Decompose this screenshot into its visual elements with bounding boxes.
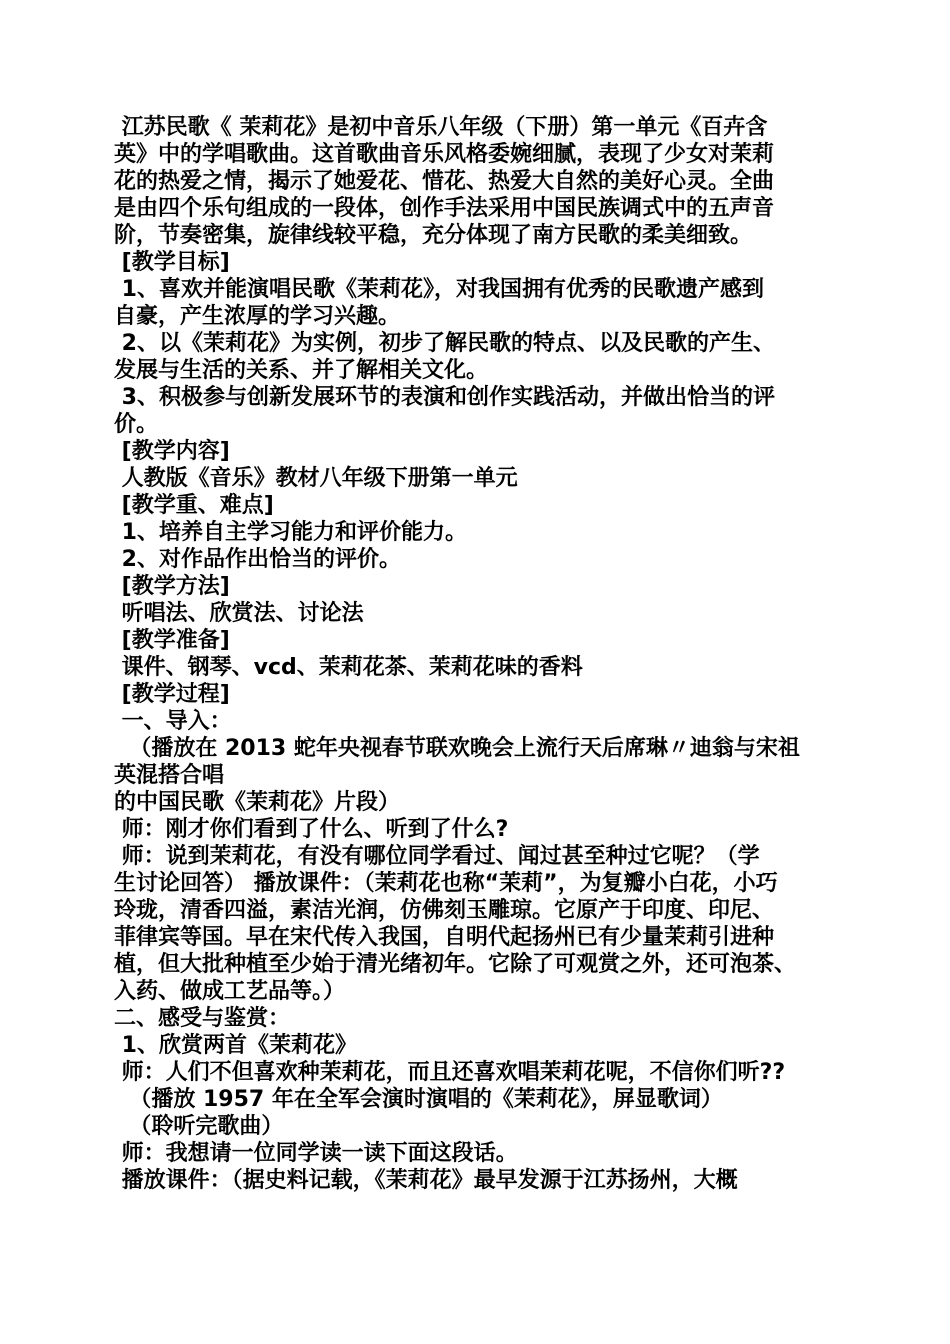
text-line: 师：人们不但喜欢种茉莉花，而且还喜欢唱茉莉花呢，不信你们听?? <box>114 1060 786 1085</box>
section-heading: [教学过程] <box>114 682 230 707</box>
text-line: （播放在 2013 蛇年央视春节联欢晚会上流行天后席琳〃迪翁与宋祖 <box>114 736 800 761</box>
text-line: 江苏民歌《 茉莉花》是初中音乐八年级（下册）第一单元《百卉含 <box>114 115 768 140</box>
text-line: 玲珑，清香四溢，素洁光润，仿佛刻玉雕琼。它原产于印度、印尼、 <box>114 898 775 923</box>
text-line: 阶，节奏密集，旋律线较平稳，充分体现了南方民歌的柔美细致。 <box>114 223 753 248</box>
text-line: 是由四个乐句组成的一段体，创作手法采用中国民族调式中的五声音 <box>114 196 775 221</box>
text-line: 3、积极参与创新发展环节的表演和创作实践活动，并做出恰当的评 <box>114 385 775 410</box>
text-line: 播放课件：（据史料记载，《茉莉花》最早发源于江苏扬州，大概 <box>114 1168 738 1193</box>
text-line: 菲律宾等国。早在宋代传入我国，自明代起扬州已有少量茉莉引进种 <box>114 925 775 950</box>
text-line: 师：说到茉莉花，有没有哪位同学看过、闻过甚至种过它呢？（学 <box>114 844 760 869</box>
section-heading: 二、感受与鉴赏： <box>114 1006 291 1031</box>
section-heading: [教学准备] <box>114 628 230 653</box>
text-line: 2、对作品作出恰当的评价。 <box>114 547 401 572</box>
text-line: 1、喜欢并能演唱民歌《茉莉花》，对我国拥有优秀的民歌遗产感到 <box>114 277 764 302</box>
section-heading: [教学内容] <box>114 439 230 464</box>
text-line: 1、培养自主学习能力和评价能力。 <box>114 520 467 545</box>
text-line: （聆听完歌曲） <box>114 1114 284 1139</box>
text-line: 发展与生活的关系、并了解相关文化。 <box>114 358 489 383</box>
text-line: 师：刚才你们看到了什么、听到了什么? <box>114 817 509 842</box>
document-page <box>114 114 854 1194</box>
text-line: （播放 1957 年在全军会演时演唱的《茉莉花》，屏显歌词） <box>114 1087 723 1112</box>
text-line: 听唱法、欣赏法、讨论法 <box>114 601 364 626</box>
text-line: 植，但大批种植至少始于清光绪初年。它除了可观赏之外，还可泡茶、 <box>114 952 797 977</box>
text-line: 价。 <box>114 412 159 437</box>
text-line: 自豪，产生浓厚的学习兴趣。 <box>114 304 401 329</box>
text-line: 生讨论回答） 播放课件：（茉莉花也称“茉莉”，为复瓣小白花，小巧 <box>114 871 778 896</box>
text-line: 花的热爱之情，揭示了她爱花、惜花、热爱大自然的美好心灵。全曲 <box>114 169 775 194</box>
text-line: 的中国民歌《茉莉花》片段） <box>114 790 401 815</box>
text-line: 入药、做成工艺品等。） <box>114 979 346 1004</box>
text-line: 2、以《茉莉花》为实例，初步了解民歌的特点、以及民歌的产生、 <box>114 331 775 356</box>
text-line: 英混搭合唱 <box>114 763 225 788</box>
section-heading: [教学方法] <box>114 574 230 599</box>
text-line: 英》中的学唱歌曲。这首歌曲音乐风格委婉细腻，表现了少女对茉莉 <box>114 142 775 167</box>
text-line: 课件、钢琴、vcd、茉莉花茶、茉莉花味的香料 <box>114 655 583 680</box>
section-heading: [教学重、难点] <box>114 493 274 518</box>
section-heading: [教学目标] <box>114 250 230 275</box>
text-line: 师：我想请一位同学读一读下面这段话。 <box>114 1141 518 1166</box>
text-line: 人教版《音乐》教材八年级下册第一单元 <box>114 466 518 491</box>
text-line: 一、导入： <box>114 709 232 734</box>
text-line: 1、欣赏两首《茉莉花》 <box>114 1033 357 1058</box>
